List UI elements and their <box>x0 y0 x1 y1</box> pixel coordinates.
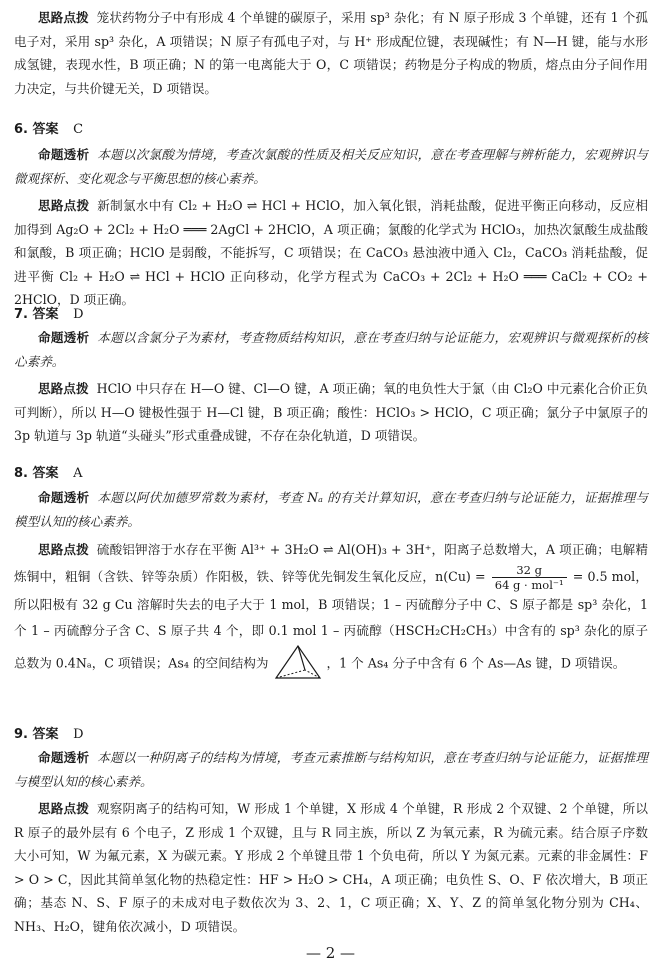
q7-number: 7. <box>14 307 28 322</box>
label-silu: 思路点拨 <box>38 542 89 557</box>
q8-analysis <box>14 537 648 684</box>
answer-word: 答案 <box>32 307 59 322</box>
q6-mingti-text: 本题以次氯酸为情境，考查次氯酸的性质及相关反应知识，意在考查理解与辨析能力，宏观辨识与微观探析、变化观念与平衡思想的核心素养。 <box>14 147 649 186</box>
q6-analysis-text: 新制氯水中有 Cl₂ + H₂O ⇌ HCl + HClO，加入氧化银，消耗盐酸，促进平衡正向移动，反应相加得到 Ag₂O + 2Cl₂ + H₂O ═══ 2AgCl + 2HClO，A 项正确；氯酸的化学式为 HClO₃，加热次氯酸生成盐酸和氯酸，B 项正确；HClO 是弱酸，不能拆写，C 项错误；在 CaCO₃ 悬浊液中通入 Cl₂，CaCO₃ 消耗盐酸，促进平衡 Cl₂ + H₂O ⇌ HCl + HClO 正向移动，化学方程式为 CaCO₃ + 2Cl₂ + H₂O ═══ CaCl₂ + CO₂ + 2HClO，D 项正确。 <box>14 198 648 307</box>
q9-mingti <box>14 746 648 793</box>
q9-analysis <box>14 797 648 938</box>
q8-analysis-text-b: = 0.5 mol，所以阳极有 32 g Cu 溶解时失去的电子大于 1 mol，B 项错误；1 – 丙硫醇分子中 C、S 原子都是 sp³ 杂化，1 个 1 – 丙硫醇分子含 C、S 原子共 4 个，即 0.1 mol 1 – 丙硫醇（HSCH₂CH₂CH₃）中含有的 sp³ 杂化的原子总数为 0.4Nₐ，C 项错误；As₄ 的空间结构为 <box>14 569 648 671</box>
q8-answer <box>14 462 82 481</box>
tetrahedron-diagram <box>273 644 323 684</box>
q9-answer <box>14 723 84 742</box>
q8-mingti <box>14 486 648 533</box>
q8-number: 8. <box>14 466 28 481</box>
q8-analysis-text-c: ，1 个 As₄ 分子中含有 6 个 As—As 键，D 项错误。 <box>326 655 626 671</box>
label-silu: 思路点拨 <box>38 801 89 816</box>
answer-word: 答案 <box>32 466 59 481</box>
label-silu: 思路点拨 <box>38 381 89 396</box>
q8-letter: A <box>73 466 83 481</box>
q7-letter: D <box>73 307 84 322</box>
label-mingti: 命题透析 <box>38 750 90 765</box>
q7-answer <box>14 303 84 322</box>
q5-analysis-text: 笼状药物分子中有形成 4 个单键的碳原子，采用 sp³ 杂化；有 N 原子形成 3 个单键，还有 1 个孤电子对，采用 sp³ 杂化，A 项错误；N 原子有孤电子对，与 H⁺ 形成配位键，表现碱性；有 N—H 键，能与水形成氢键，表现水性，B 项正确；N 的第一电离能大于 O，C 项错误；药物是分子构成的物质，熔点由分子间作用力决定，与共价键无关，D 项错误。 <box>14 10 648 96</box>
q8-analysis-text-a: 硫酸铝钾溶于水存在平衡 Al³⁺ + 3H₂O ⇌ Al(OH)₃ + 3H⁺，阳离子总数增大，A 项正确；电解精炼铜中，粗铜（含铁、锌等杂质）作阳极，铁、锌等优先铜发生氧化反应，n(Cu) = <box>14 542 648 584</box>
q6-mingti <box>14 143 648 190</box>
q9-mingti-text: 本题以一种阴离子的结构为情境，考查元素推断与结构知识，意在考查归纳与论证能力，证据推理与模型认知的核心素养。 <box>14 750 649 789</box>
q7-analysis <box>14 377 648 448</box>
q9-analysis-text: 观察阴离子的结构可知，W 形成 1 个单键，X 形成 4 个单键，R 形成 2 个双键、2 个单键，所以 R 原子的最外层有 6 个电子，Z 形成 1 个双键，且与 R 同主族，所以 Z 为氧元素，R 为硫元素。结合原子序数大小可知，W 为氟元素，X 为碳元素。Y 形成 2 个单键且带 1 个负电荷，所以 Y 为氮元素。元素的非金属性：F > O > C，因此其简单氢化物的热稳定性：HF > H₂O > CH₄，A 项正确；电负性 S、O、F 依次增大，B 项正确；基态 N、S、F 原子的未成对电子数依次为 3、2、1，C 项正确；X、Y、Z 的简单氢化物分别为 CH₄、NH₃、H₂O，键角依次减小，D 项错误。 <box>14 801 649 934</box>
q6-answer <box>14 118 83 137</box>
q7-mingti <box>14 326 648 373</box>
moles-fraction <box>492 563 567 592</box>
label-mingti: 命题透析 <box>38 330 90 345</box>
label-mingti: 命题透析 <box>38 490 90 505</box>
answer-word: 答案 <box>32 727 59 742</box>
label-silu: 思路点拨 <box>38 198 90 213</box>
q6-letter: C <box>73 122 84 137</box>
q6-analysis <box>14 194 648 312</box>
page-number: — 2 — <box>305 944 356 962</box>
label-silu: 思路点拨 <box>38 10 89 25</box>
q6-number: 6. <box>14 122 28 137</box>
q7-mingti-text: 本题以含氯分子为素材，考查物质结构知识，意在考查归纳与论证能力，宏观辨识与微观探析的核心素养。 <box>14 330 649 369</box>
q5-analysis <box>14 6 648 100</box>
q9-number: 9. <box>14 727 28 742</box>
label-mingti: 命题透析 <box>38 147 90 162</box>
fraction-denominator: 64 g · mol⁻¹ <box>494 578 564 592</box>
q8-mingti-text: 本题以阿伏加德罗常数为素材，考查 Nₐ 的有关计算知识，意在考查归纳与论证能力，证据推理与模型认知的核心素养。 <box>14 490 649 529</box>
q9-letter: D <box>73 727 84 742</box>
q7-analysis-text: HClO 中只存在 H—O 键、Cl—O 键，A 项正确；氧的电负性大于氯（由 Cl₂O 中元素化合价正负可判断），所以 H—O 键极性强于 H—Cl 键，B 项正确；酸性：HClO₃ > HClO，C 项正确；氯分子中氯原子的 3p 轨道与 3p 轨道“头碰头”形式重叠成键，不存在杂化轨道，D 项错误。 <box>14 381 649 443</box>
fraction-numerator: 32 g <box>492 563 567 578</box>
answer-word: 答案 <box>32 122 59 137</box>
